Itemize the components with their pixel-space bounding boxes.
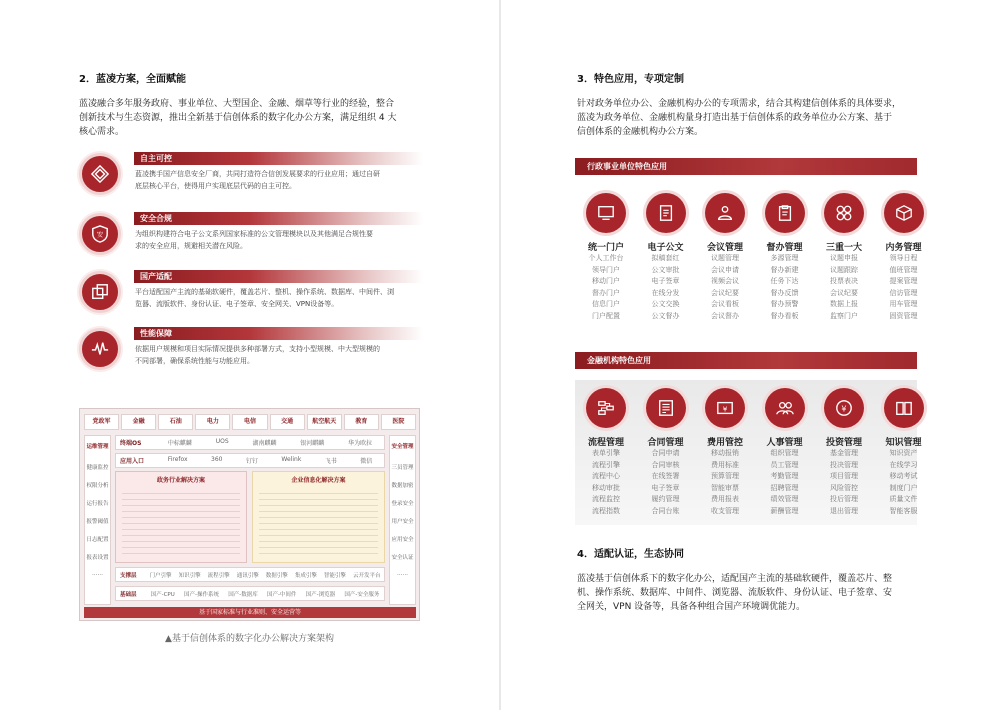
feature-title-bar — [134, 327, 423, 340]
side-item: 报表设置 — [86, 555, 109, 561]
industry-cell: 党政军 — [84, 414, 119, 430]
side-item: 报警阈值 — [86, 519, 109, 525]
app-feature: 移动考试 — [889, 472, 918, 480]
app-feature: 在线签署 — [651, 472, 680, 480]
section-4-text: 蓝凌基于信创体系下的数字化办公，适配国产主流的基础软硬件，覆盖芯片、整 机、操作系统、数据库、中间件、浏览器、流版软件、身份认证、电子签章、安 全网关，VPN 设备等，具备各种组合国产环境调优能力。 — [577, 574, 893, 612]
app-feature: 员工管理 — [770, 460, 799, 469]
app-feature: 监察门户 — [830, 311, 858, 320]
app-column — [755, 193, 815, 322]
book-icon — [884, 388, 924, 428]
intro-line: 核心需求。 — [79, 127, 125, 137]
app-title: 电子公文 — [647, 243, 684, 253]
app-feature: 公文审批 — [651, 265, 680, 274]
feature-title-bar — [134, 212, 423, 225]
app-feature: 投后管理 — [830, 495, 858, 503]
monitor-icon — [586, 193, 626, 233]
app-feature: 知识资产 — [889, 449, 918, 457]
yen-card-icon — [705, 388, 745, 428]
app-feature: 个人工作台 — [588, 254, 624, 262]
app-column — [636, 193, 696, 322]
figure-caption: ▲基于信创体系的数字化办公解决方案架构 — [165, 634, 334, 644]
terminal-os-row: 终端OS 中标麒麟 UOS 湖南麒麟 银河麒麟 华为欧拉 — [115, 435, 385, 450]
feature-title: 性能保障 — [140, 329, 172, 338]
gov-solution-title: 政务行业解决方案 — [156, 477, 205, 484]
security-column — [389, 435, 416, 605]
app-feature: 质量文件 — [889, 495, 918, 503]
app-feature: 督办反馈 — [770, 288, 799, 297]
side-item: …… — [397, 571, 408, 577]
app-feature: 智能审票 — [711, 483, 739, 492]
feature-title-bar — [134, 152, 423, 165]
app-feature: 退出管理 — [830, 506, 858, 515]
app-feature: 考勤管理 — [770, 472, 799, 480]
app-feature: 合同台账 — [651, 506, 680, 515]
layer-item: 微信 — [360, 458, 373, 465]
side-item: 运维管理 — [86, 444, 109, 450]
app-feature: 门户配置 — [592, 311, 620, 320]
svg-text:¥: ¥ — [722, 404, 728, 414]
box-icon — [884, 193, 924, 233]
app-feature: 项目管理 — [830, 472, 858, 480]
app-column — [576, 388, 636, 517]
people-icon — [765, 388, 805, 428]
app-feature: 风险管控 — [830, 483, 858, 492]
app-title: 会议管理 — [706, 243, 743, 253]
app-feature: 合同申请 — [651, 449, 680, 457]
app-feature: 信访管理 — [889, 288, 918, 297]
app-feature: 督办预警 — [770, 300, 799, 308]
app-title: 投资管理 — [825, 438, 862, 448]
base-layer-row: 基础层 国产-CPU 国产-操作系统 国产-数据库 国产-中间件 国产-浏览器 国产-安全服务 — [115, 586, 385, 601]
app-feature: 电子签章 — [651, 277, 680, 285]
gov-solution-box — [115, 471, 247, 563]
app-feature: 投决管理 — [830, 460, 858, 469]
app-feature: 数据上报 — [830, 300, 858, 308]
layer-item: 国产-CPU — [150, 591, 175, 598]
app-feature: 督办新建 — [770, 265, 799, 274]
app-feature: 流程监控 — [592, 495, 620, 503]
section-3-intro: 针对政务单位办公、金融机构办公的专项需求，结合其构建信创体系的具体要求， 蓝凌为政务单位、金融机构量身打造出基于信创体系的政务单位办公方案、基于 信创体系的金融机构办公方案。 — [577, 99, 902, 137]
layer-item: 数据引擎 — [265, 572, 288, 579]
layer-item: 国产-数据库 — [228, 591, 258, 598]
side-item: 健康监控 — [86, 465, 109, 471]
feature-description: 平台适配国产主流的基础软硬件，覆盖芯片、整机、操作系统、数据库、中间件、浏 览器、流版软件、身份认证、电子签章、安全网关、VPN设备等。 — [135, 288, 394, 308]
intro-line: 创新技术与生态资源，推出全新基于信创体系的数字化办公方案，满足组织 4 大 — [79, 113, 397, 123]
app-feature: 会议申请 — [711, 265, 739, 274]
side-item: 运行报告 — [86, 501, 109, 507]
industry-cell: 金融 — [121, 414, 156, 430]
app-feature: 表单引擎 — [592, 449, 620, 457]
app-feature: 投票表决 — [830, 277, 858, 285]
feature-title: 自主可控 — [140, 154, 172, 163]
app-feature: 制度门户 — [889, 483, 918, 492]
app-feature: 在线学习 — [889, 460, 918, 469]
support-layer-row: 支撑层 门户引擎 知识引擎 流程引擎 通讯引擎 数据引擎 集成引擎 智能引擎 云开发平台 — [115, 567, 385, 582]
app-feature: 预算管理 — [711, 472, 739, 480]
app-column — [695, 193, 755, 322]
app-title: 三重一大 — [825, 243, 862, 253]
app-title: 内务管理 — [885, 243, 922, 253]
intro-line: 蓝凌融合多年服务政府、事业单位、大型国企、金融、烟草等行业的经验，整合 — [79, 99, 395, 109]
app-feature: 薪酬管理 — [770, 506, 799, 515]
app-feature: 流程中心 — [592, 472, 620, 480]
app-feature: 基金管理 — [830, 449, 858, 457]
gov-apps-banner: 行政事业单位特色应用 — [575, 158, 917, 175]
layer-item: 流程引擎 — [207, 572, 230, 579]
app-feature: 拟稿套红 — [651, 254, 680, 262]
finance-apps-banner: 金融机构特色应用 — [575, 352, 917, 369]
app-feature: 绩效管理 — [770, 495, 799, 503]
side-item: 数据加密 — [391, 483, 414, 489]
app-feature: 任务下达 — [770, 277, 799, 285]
layer-item: 门户引擎 — [149, 572, 172, 579]
app-entry-row: 应用入口 Firefox 360 钉钉 Welink 飞书 微信 — [115, 453, 385, 468]
app-feature: 移动门户 — [592, 277, 620, 285]
clipboard-icon — [765, 193, 805, 233]
shield-icon — [79, 213, 121, 255]
layer-item: 国产-操作系统 — [184, 591, 219, 598]
left-page — [0, 0, 499, 710]
enterprise-solution-title: 企业信息化解决方案 — [291, 477, 346, 484]
pulse-icon — [79, 328, 121, 370]
app-title: 流程管理 — [587, 438, 624, 448]
app-feature: 议题管理 — [711, 254, 739, 262]
layer-item: 银河麒麟 — [300, 440, 325, 447]
app-feature: 费用报表 — [711, 495, 739, 503]
feature-description: 蓝凌携手国产信息安全厂商，共同打造符合信创发展要求的行业应用；通过自研 底层核心平台，使得用户实现底层代码的自主可控。 — [135, 170, 380, 190]
app-feature: 在线分发 — [651, 288, 680, 297]
app-column — [576, 193, 636, 322]
app-title: 督办管理 — [766, 243, 803, 253]
app-feature: 固资管理 — [889, 311, 918, 320]
layer-item: 湖南麒麟 — [252, 440, 277, 447]
architecture-diagram — [79, 408, 420, 621]
feature-description: 为组织构建符合电子公文系列国家标准的公文管理模块以及其他满足合规性要 求的安全应用，规避相关潜在风险。 — [135, 230, 373, 250]
layer-item: 通讯引擎 — [236, 572, 259, 579]
app-feature: 会议督办 — [711, 311, 739, 320]
svg-text:安: 安 — [96, 231, 104, 239]
app-feature: 多源管理 — [770, 254, 799, 262]
layer-item: 中标麒麟 — [167, 440, 192, 447]
app-feature: 督办门户 — [592, 288, 620, 297]
app-feature: 用车管理 — [889, 300, 918, 308]
app-column — [695, 388, 755, 517]
app-feature: 信息门户 — [592, 300, 620, 308]
layer-item: 360 — [211, 456, 223, 463]
app-feature: 合同审核 — [651, 460, 680, 469]
diamond-icon — [79, 153, 121, 195]
app-column — [755, 388, 815, 517]
app-feature: 公文督办 — [651, 311, 680, 320]
app-title: 统一门户 — [587, 243, 624, 253]
app-column — [874, 193, 934, 322]
layer-item: 国产-中间件 — [266, 591, 297, 598]
app-feature: 领导日程 — [889, 254, 918, 262]
side-item: 应用安全 — [391, 537, 414, 543]
industry-cell: 教育 — [344, 414, 379, 430]
app-feature: 值班管理 — [889, 265, 918, 274]
section-2-heading: 2．蓝凌方案，全面赋能 — [79, 74, 186, 85]
ops-column — [84, 435, 111, 605]
app-title: 知识管理 — [885, 438, 922, 448]
app-feature: 议题跟踪 — [830, 265, 858, 274]
industry-row — [84, 414, 416, 430]
layer-item: 智能引擎 — [323, 572, 346, 579]
app-feature: 招聘管理 — [770, 483, 799, 492]
app-column — [874, 388, 934, 517]
architecture-footer: 基于国家标准与行业准则、安全运营等 — [84, 607, 416, 618]
side-item: 安全认证 — [391, 555, 414, 561]
app-feature: 移动审批 — [592, 483, 620, 492]
layer-item: 集成引擎 — [294, 572, 317, 579]
grid-icon — [824, 193, 864, 233]
app-feature: 收支管理 — [711, 506, 739, 515]
app-feature: 议题申报 — [830, 254, 858, 262]
layer-item: 国产-浏览器 — [305, 591, 336, 598]
section-3-heading: 3．特色应用，专项定制 — [577, 74, 684, 85]
layer-item: 华为欧拉 — [348, 440, 373, 447]
app-feature: 履约管理 — [651, 495, 680, 503]
app-feature: 移动报销 — [711, 449, 739, 457]
feature-title: 国产适配 — [140, 272, 172, 281]
industry-cell: 石油 — [158, 414, 193, 430]
industry-cell: 航空航天 — [307, 414, 342, 430]
side-item: 日志配置 — [86, 537, 109, 543]
app-feature: 提案管理 — [889, 277, 918, 285]
app-column — [814, 193, 874, 322]
app-title: 人事管理 — [766, 438, 803, 448]
app-title: 合同管理 — [647, 438, 684, 448]
app-feature: 组织管理 — [770, 449, 799, 457]
app-feature: 流程引擎 — [592, 460, 620, 469]
layer-item: 钉钉 — [245, 458, 258, 465]
industry-cell: 电信 — [232, 414, 267, 430]
meeting-icon — [705, 193, 745, 233]
side-item: 登录安全 — [391, 501, 414, 507]
feature-description: 依据用户规模和项目实际情况提供多种部署方式，支持小型规模、中大型规模的 不同部署，确保系统性能与功能应用。 — [135, 345, 380, 365]
app-feature: 电子签章 — [651, 483, 680, 492]
industry-cell: 医院 — [381, 414, 416, 430]
app-feature: 会议看板 — [711, 300, 739, 308]
layer-item: 飞书 — [324, 458, 337, 465]
feature-autonomy — [79, 153, 423, 203]
feature-performance — [79, 328, 423, 378]
side-item: 权限分析 — [86, 483, 109, 489]
section-2-intro — [79, 97, 429, 139]
side-item: 用户安全 — [391, 519, 414, 525]
side-item: 三员管理 — [391, 465, 414, 471]
feature-compliance — [79, 213, 423, 263]
app-feature: 视频会议 — [711, 277, 739, 285]
app-feature: 智能客服 — [889, 506, 918, 515]
app-feature: 会议纪要 — [711, 288, 739, 297]
stack-icon — [79, 271, 121, 313]
app-feature: 流程指数 — [592, 506, 620, 515]
feature-title: 安全合规 — [140, 214, 172, 223]
yen-coin-icon — [824, 388, 864, 428]
app-title: 费用管控 — [706, 438, 743, 448]
document-icon — [646, 193, 686, 233]
layer-item: UOS — [215, 438, 229, 445]
app-feature: 会议纪要 — [830, 288, 858, 297]
layer-item: 知识引擎 — [178, 572, 201, 579]
feature-adaptation — [79, 271, 423, 321]
side-item: 安全管理 — [391, 444, 414, 450]
layer-item: Firefox — [167, 456, 188, 463]
layer-item: 云开发平台 — [352, 572, 381, 579]
app-feature: 领导门户 — [592, 265, 620, 274]
feature-title-bar — [134, 270, 423, 283]
layer-item: Welink — [281, 456, 302, 463]
enterprise-solution-box — [252, 471, 385, 563]
flow-icon — [586, 388, 626, 428]
industry-cell: 交通 — [270, 414, 305, 430]
app-column — [636, 388, 696, 517]
app-feature: 公文交换 — [651, 300, 680, 308]
contract-icon — [646, 388, 686, 428]
svg-text:¥: ¥ — [841, 403, 847, 414]
section-4-heading: 4．适配认证，生态协同 — [577, 549, 684, 560]
layer-item: 国产-安全服务 — [344, 591, 380, 598]
app-column — [814, 388, 874, 517]
industry-cell: 电力 — [195, 414, 230, 430]
side-item: …… — [92, 571, 103, 577]
app-feature: 费用标准 — [711, 460, 739, 469]
app-feature: 督办看板 — [770, 311, 799, 320]
